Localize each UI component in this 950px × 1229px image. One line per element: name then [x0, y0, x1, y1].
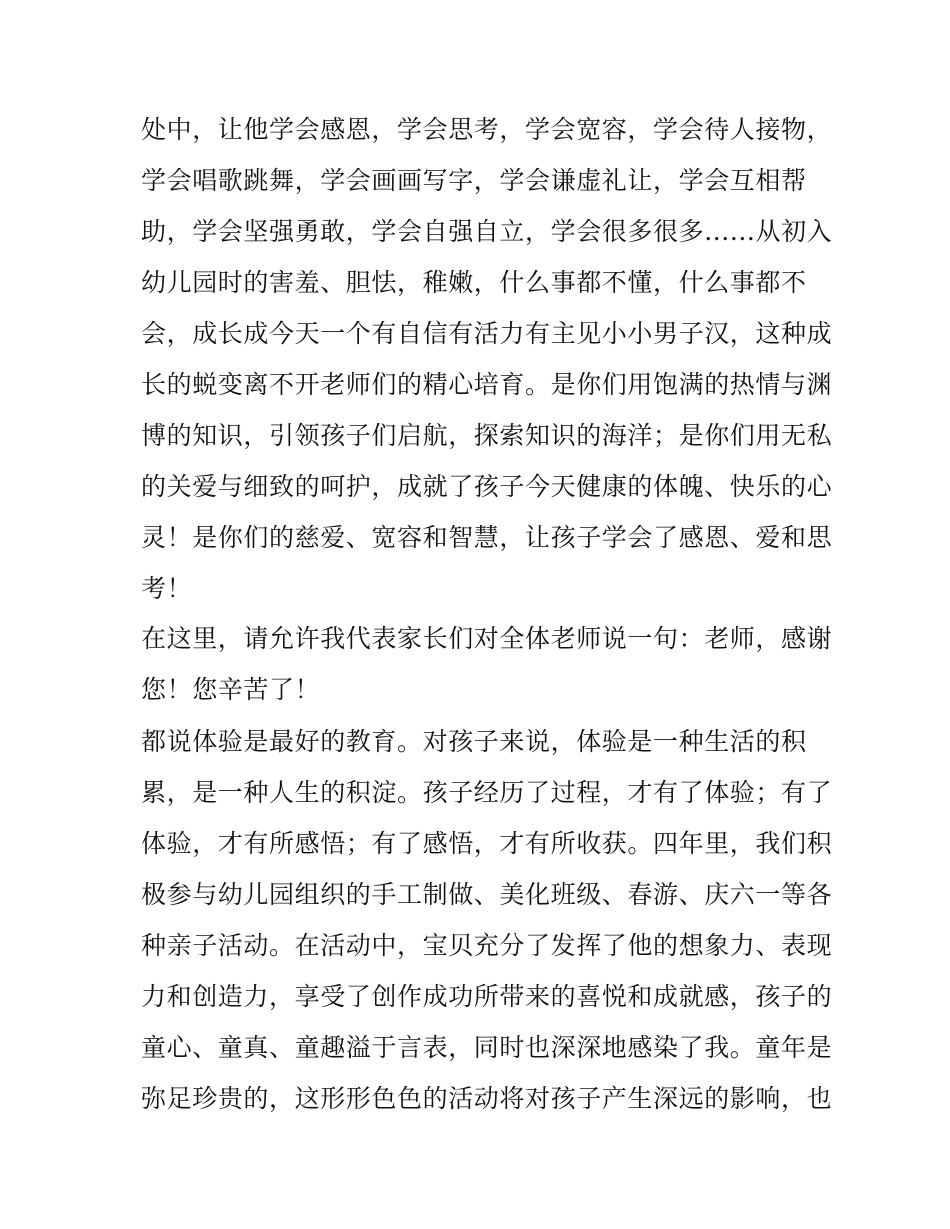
text-line: 种亲子活动。在活动中，宝贝充分了发挥了他的想象力、表现 — [141, 931, 833, 960]
text-line: 的关爱与细致的呵护，成就了孩子今天健康的体魄、快乐的心 — [141, 472, 833, 501]
text-line: 力和创造力，享受了创作成功所带来的喜悦和成就感，孩子的 — [141, 982, 833, 1011]
text-line: 长的蜕变离不开老师们的精心培育。是你们用饱满的热情与渊 — [141, 370, 833, 399]
text-line: 累，是一种人生的积淀。孩子经历了过程，才有了体验；有了 — [141, 778, 833, 807]
text-line: 幼儿园时的害羞、胆怯，稚嫩，什么事都不懂，什么事都不 — [141, 268, 807, 297]
text-line: 都说体验是最好的教育。对孩子来说，体验是一种生活的积 — [141, 727, 807, 756]
text-line: 您！您辛苦了！ — [141, 675, 321, 704]
text-line: 体验，才有所感悟；有了感悟，才有所收获。四年里，我们积 — [141, 829, 833, 858]
text-line: 助，学会坚强勇敢，学会自强自立，学会很多很多......从初入 — [141, 217, 833, 246]
text-line: 考！ — [141, 574, 193, 603]
text-line: 灵！是你们的慈爱、宽容和智慧，让孩子学会了感恩、爱和思 — [141, 523, 833, 552]
text-line: 弥足珍贵的，这形形色色的活动将对孩子产生深远的影响，也 — [141, 1084, 833, 1113]
text-line: 童心、童真、童趣溢于言表，同时也深深地感染了我。童年是 — [141, 1033, 833, 1062]
text-line: 会，成长成今天一个有自信有活力有主见小小男子汉，这种成 — [141, 319, 833, 348]
text-line: 博的知识，引领孩子们启航，探索知识的海洋；是你们用无私 — [141, 421, 833, 450]
text-line: 学会唱歌跳舞，学会画画写字，学会谦虚礼让，学会互相帮 — [141, 166, 807, 195]
text-line: 处中，让他学会感恩，学会思考，学会宽容，学会待人接物， — [141, 115, 833, 144]
text-line: 在这里，请允许我代表家长们对全体老师说一句：老师，感谢 — [141, 624, 833, 653]
text-line: 极参与幼儿园组织的手工制做、美化班级、春游、庆六一等各 — [141, 880, 833, 909]
